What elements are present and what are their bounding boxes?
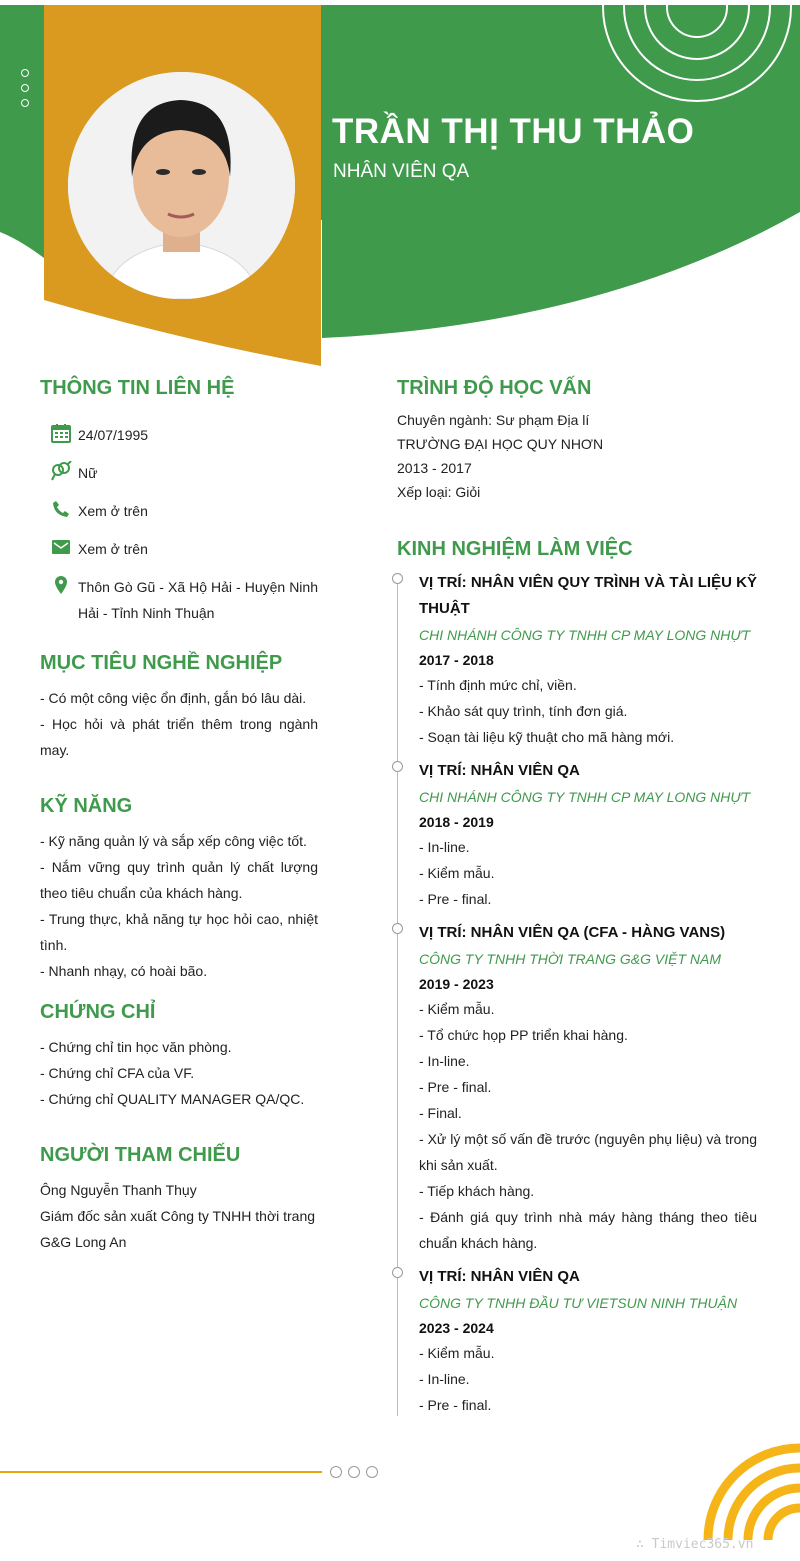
job-duty: - Kiểm mẫu. xyxy=(419,865,495,881)
job-duty: - Khảo sát quy trình, tính đơn giá. xyxy=(419,703,628,719)
education-line: 2013 - 2017 xyxy=(397,460,472,476)
certificate-line: - Chứng chỉ QUALITY MANAGER QA/QC. xyxy=(40,1091,305,1107)
education-line: Chuyên ngành: Sư phạm Địa lí xyxy=(397,412,590,428)
skills-line: - Trung thực, khả năng tự học hỏi cao, nhiệt tình. xyxy=(40,911,318,953)
contact-item-gender xyxy=(40,460,318,486)
job-duty: - In-line. xyxy=(419,1371,470,1387)
job-duty: - Kiểm mẫu. xyxy=(419,1345,495,1361)
objective-section xyxy=(40,652,318,763)
objective-line: - Học hỏi và phát triển thêm trong ngành may. xyxy=(40,716,318,758)
contact-heading: THÔNG TIN LIÊN HỆ xyxy=(40,377,235,399)
job-years: 2023 - 2024 xyxy=(419,1320,494,1336)
certificates-section xyxy=(40,1001,318,1112)
header-dots-decoration xyxy=(21,69,33,114)
phone-icon xyxy=(50,498,72,520)
skills-section xyxy=(40,795,318,984)
timeline-node xyxy=(392,761,403,772)
objective-line: - Có một công việc ổn định, gắn bó lâu dài. xyxy=(40,690,307,706)
footer-line xyxy=(0,1471,322,1473)
timeline-node xyxy=(392,573,403,584)
footer-arcs-decoration xyxy=(690,1430,800,1540)
contact-value: Xem ở trên xyxy=(78,503,148,519)
job-position: VỊ TRÍ: NHÂN VIÊN QUY TRÌNH VÀ TÀI LIỆU KỸ THUẬT xyxy=(419,574,757,617)
job-company: CÔNG TY TNHH THỜI TRANG G&G VIỆT NAM xyxy=(419,951,722,967)
experience-heading: KINH NGHIỆM LÀM VIỆC xyxy=(397,538,633,560)
candidate-title: NHÂN VIÊN QA xyxy=(333,161,470,182)
location-icon xyxy=(50,574,72,596)
job-entry xyxy=(397,570,757,750)
job-duty: - Tiếp khách hàng. xyxy=(419,1183,535,1199)
job-duty: - In-line. xyxy=(419,1053,470,1069)
job-duty: - In-line. xyxy=(419,839,470,855)
objective-heading: MỤC TIÊU NGHỀ NGHIỆP xyxy=(40,652,283,674)
skills-heading: KỸ NĂNG xyxy=(40,795,133,817)
job-duty: - Kiểm mẫu. xyxy=(419,1001,495,1017)
job-duty: - Pre - final. xyxy=(419,891,492,907)
education-line: Xếp loại: Giỏi xyxy=(397,484,481,500)
skills-line: - Kỹ năng quản lý và sắp xếp công việc tốt. xyxy=(40,833,307,849)
education-heading: TRÌNH ĐỘ HỌC VẤN xyxy=(397,377,592,399)
candidate-name: TRẦN THỊ THU THẢO xyxy=(332,112,695,151)
contact-value: Thôn Gò Gũ - Xã Hộ Hải - Huyện Ninh Hải - Tỉnh Ninh Thuận xyxy=(78,579,318,621)
reference-line: Ông Nguyễn Thanh Thụy xyxy=(40,1182,197,1198)
job-years: 2017 - 2018 xyxy=(419,652,494,668)
job-company: CÔNG TY TNHH ĐẦU TƯ VIETSUN NINH THUẬN xyxy=(419,1295,738,1311)
certificates-heading: CHỨNG CHỈ xyxy=(40,1001,156,1023)
watermark: ∴ Timviec365.vn xyxy=(636,1537,754,1552)
references-section xyxy=(40,1144,318,1255)
job-years: 2019 - 2023 xyxy=(419,976,494,992)
job-duty: - Tính định mức chỉ, viền. xyxy=(419,677,577,693)
job-position: VỊ TRÍ: NHÂN VIÊN QA xyxy=(419,762,580,779)
job-entry xyxy=(397,758,757,912)
header-green-left-curve xyxy=(0,220,44,258)
contact-value: Xem ở trên xyxy=(78,541,148,557)
job-entry xyxy=(397,920,757,1256)
job-duty: - Xử lý một số vấn đề trước (nguyên phụ liệu) và trong khi sản xuất. xyxy=(419,1131,757,1173)
experience-timeline xyxy=(397,570,757,1426)
email-icon xyxy=(50,536,72,558)
job-entry xyxy=(397,1264,757,1418)
job-duty: - Final. xyxy=(419,1105,462,1121)
calendar-icon xyxy=(50,422,72,444)
skills-line: - Nắm vững quy trình quản lý chất lượng theo tiêu chuẩn của khách hàng. xyxy=(40,859,318,901)
contact-item-phone xyxy=(40,498,318,524)
experience-heading-wrap xyxy=(397,538,755,561)
timeline-node xyxy=(392,923,403,934)
references-heading: NGƯỜI THAM CHIẾU xyxy=(40,1144,241,1166)
job-duty: - Pre - final. xyxy=(419,1397,492,1413)
job-position: VỊ TRÍ: NHÂN VIÊN QA (CFA - HÀNG VANS) xyxy=(419,924,726,941)
job-years: 2018 - 2019 xyxy=(419,814,494,830)
timeline-node xyxy=(392,1267,403,1278)
job-duty: - Tổ chức họp PP triển khai hàng. xyxy=(419,1027,628,1043)
contact-item-email xyxy=(40,536,318,562)
contact-section xyxy=(40,377,318,638)
job-duty: - Pre - final. xyxy=(419,1079,492,1095)
education-section xyxy=(397,377,755,504)
gender-icon xyxy=(50,460,72,482)
skills-line: - Nhanh nhạy, có hoài bão. xyxy=(40,963,208,979)
certificate-line: - Chứng chỉ CFA của VF. xyxy=(40,1065,195,1081)
contact-item-address xyxy=(40,574,318,626)
contact-item-birthdate xyxy=(40,422,318,448)
reference-line: Giám đốc sản xuất Công ty TNHH thời trang G&G Long An xyxy=(40,1208,316,1250)
contact-value: 24/07/1995 xyxy=(78,427,149,443)
education-line: TRƯỜNG ĐẠI HỌC QUY NHƠN xyxy=(397,436,604,452)
job-duty: - Soạn tài liệu kỹ thuật cho mã hàng mới. xyxy=(419,729,675,745)
job-duty: - Đánh giá quy trình nhà máy hàng tháng theo tiêu chuẩn khách hàng. xyxy=(419,1209,757,1251)
job-position: VỊ TRÍ: NHÂN VIÊN QA xyxy=(419,1268,580,1285)
profile-photo xyxy=(68,72,295,299)
job-company: CHI NHÁNH CÔNG TY TNHH CP MAY LONG NHỰT xyxy=(419,627,751,643)
contact-value: Nữ xyxy=(78,465,98,481)
footer-dots-decoration xyxy=(330,1466,378,1478)
certificate-line: - Chứng chỉ tin học văn phòng. xyxy=(40,1039,232,1055)
job-company: CHI NHÁNH CÔNG TY TNHH CP MAY LONG NHỰT xyxy=(419,789,751,805)
